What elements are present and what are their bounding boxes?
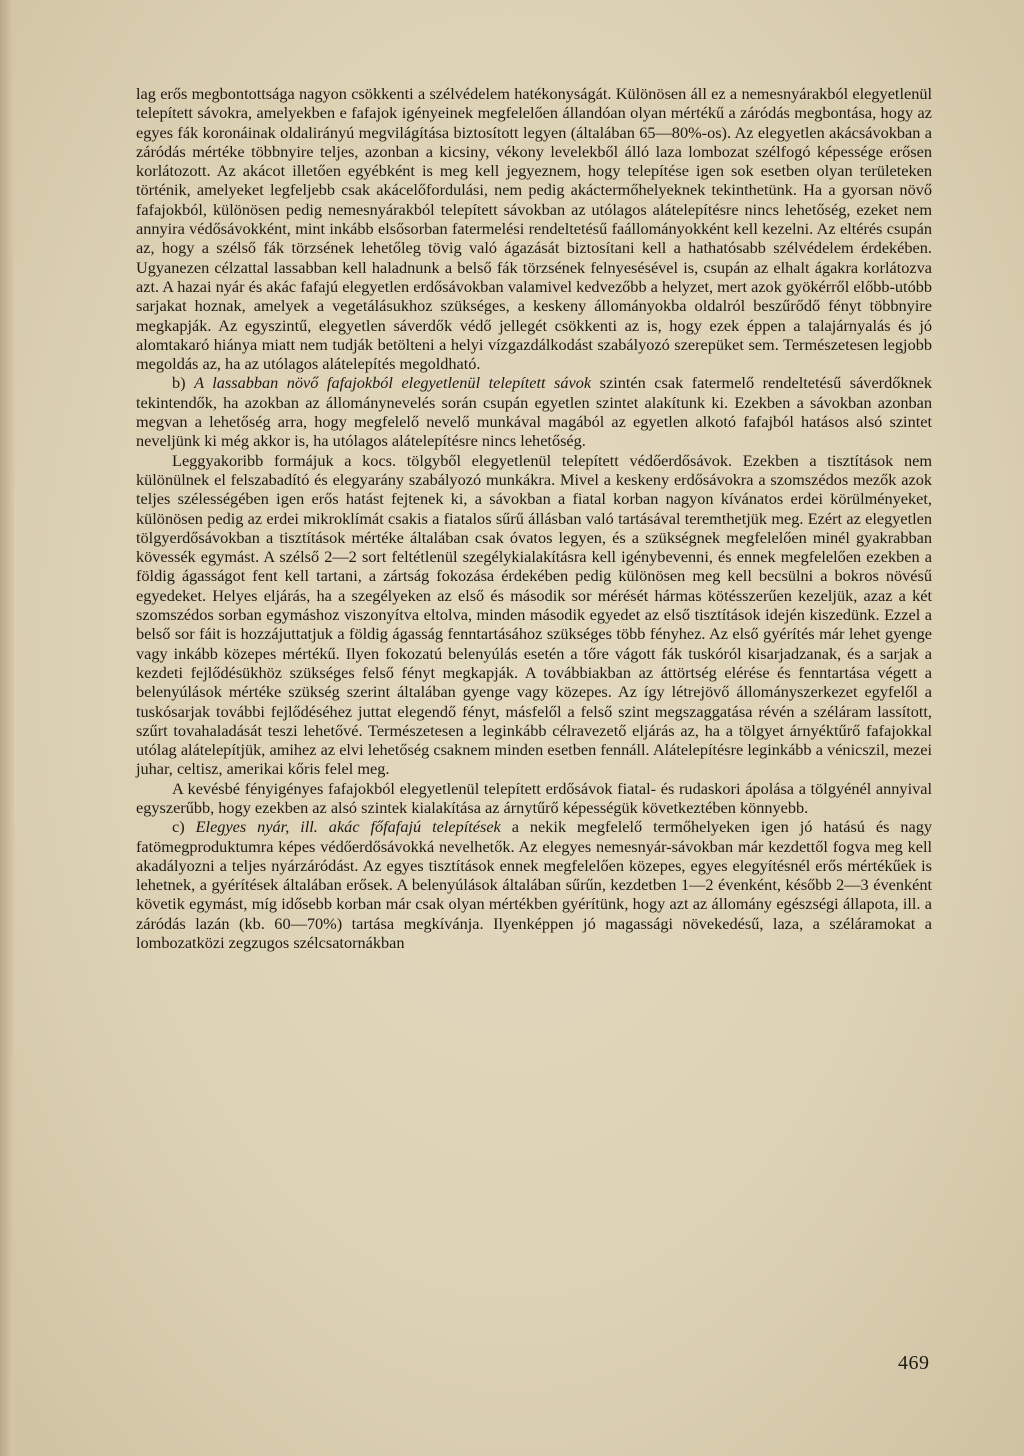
paragraph-c — [136, 817, 932, 952]
item-label: c) — [172, 817, 185, 837]
paragraph-b — [136, 373, 932, 450]
paragraph: A kevésbé fényigényes fafajokból elegyetlenül telepített erdősávok fiatal- és rudaskori ápolása a tölgyénél annyival egyszerűbb, hogy ezekben az alsó szintek kialakítása az árnytűrő képességük következtében könnyebb. — [136, 778, 932, 817]
paragraph: lag erős megbontottsága nagyon csökkenti a szélvédelem hatékonyságát. Különösen áll ez a nemesnyárakból elegyetlenül telepített sávokra, amelyekben e fafajok igényeinek megfelelően állandóan olyan mértékű a záródás megbontása, hogy az egyes fák koronáinak oldalirányú megvilágítása biztosított legyen (általában 65—80%-os). Az elegyetlen akácsávokban a záródás mértéke többnyire teljes, azonban a kicsiny, vékony levelekből álló laza lombozat szélfogó képessége erősen korlátozott. Az akácot illetően egyébként is meg kell jegyeznem, hogy telepítése igen sok esetben olyan területeken történik, amelyeket legfeljebb csak akácelőfordulási, nem pedig akáctermőhelyeknek tekinthetünk. Ha a gyorsan növő fafajokból, különösen pedig nemesnyárakból telepített sávokban az utólagos alátelepítésre nincs lehetőség, ezeket nem annyira védősávokként, mint inkább elsősorban fatermelési rendeltetésű faállományokként kell kezelni. Az eltérés csupán az, hogy a szélső fák törzsének lehetőleg tövig való ágazását biztosítani kell a hathatósabb szélvédelem érdekében. Ugyanezen célzattal lassabban kell haladnunk a belső fák törzsének felnyesésével is, csupán az elhalt ágakra korlátozva azt. A hazai nyár és akác fafajú elegyetlen erdősávokban valamivel kedvezőbb a helyzet, mert azok gyökérről előbb-utóbb sarjakat hoznak, amelyek a vegetálásukhoz szükséges, a keskeny állományokba oldalról beszűrődő fényt többnyire megkapják. Az egyszintű, elegyetlen sáverdők védő jellegét csökkenti az is, hogy ezek éppen a talajárnyalás és jó alomtakaró hiánya miatt nem tudják betölteni a helyi vízgazdálkodást szabályozó szerepüket sem. Természetesen legjobb megoldás az, ha az utólagos alátelepítés megoldható. — [136, 84, 932, 374]
paragraph-text: szintén csak fatermelő rendeltetésű sáverdőknek tekintendők, ha azokban az állománynevelés során csupán egyetlen szintet alakítunk ki. Ezekben a sávokban azonban megvan a lehetőség arra, hogy megfelelő nevelő munkával magából az egyetlen alkotó fafajból hatásos alsó szintet neveljünk ki még akkor is, ha utólagos alátelepítésre nincs lehetőség. — [136, 373, 933, 451]
paragraph-text: a nekik megfelelő termőhelyeken igen jó hatású és nagy fatömegproduktumra képes védőerdősávokká nevelhetők. Az elegyes nemesnyár-sávokban már kezdettől fogva meg kell akadályozni a teljes nyárzáródást. Az egyes tisztítások ennek megfelelően közepes, egyes elegyítésnél erős mértékűek is lehetnek, a gyérítések általában erősek. A belenyúlások általában sűrűn, kezdetben 1—2 évenként, később 2—3 évenként követik egymást, míg idősebb korban már csak olyan mértékben gyérítünk, hogy azt az állomány egészségi állapota, ill. a záródás lazán (kb. 60—70%) tartása megkívánja. Ilyenképpen jó magassági növekedésű, laza, a széláramokat a lombozatközi zegzugos szélcsatornákban — [136, 817, 933, 953]
body-text — [136, 84, 932, 952]
item-title: A lassabban növő fafajokból elegyetlenül telepített sávok — [194, 373, 592, 393]
paragraph: Leggyakoribb formájuk a kocs. tölgyből elegyetlenül telepített védőerdősávok. Ezekben a tisztítások nem különülnek el felszabadító és elegyarány szabályozó munkákra. Mivel a keskeny erdősávokra a szomszédos mezők azok teljes szélességében igen erős hatást fejtenek ki, a sávokban a fiatal korban nagyon kívánatos erdei körülményeket, különösen pedig az erdei mikroklímát csakis a fiatalos sűrű állásban való tartásával teremthetjük meg. Ezért az elegyetlen tölgyerdősávokban a tisztítások mértéke általában csak óvatos legyen, és a szükségnek megfelelően minél gyakrabban kövessék egymást. A szélső 2—2 sort feltétlenül szegélykialakításra kell igénybevenni, és ennek megfelelően ezekben a földig ágasságot fent kell tartani, a zártság fokozása érdekében pedig különösen meg kell becsülni a bokros növésű egyedeket. Helyes eljárás, ha a szegélyeken az első és második sor mérését hármas kötésszerűen kezeljük, azaz a két szomszédos sorban egymáshoz viszonyítva eltolva, minden második egyedet az első tisztítások idején kiszedünk. Ezzel a belső sor fáit is hozzájuttatjuk a földig ágasság fenntartásához szükséges több fényhez. Az első gyérítés már lehet gyenge vagy inkább közepes mértékű. Ilyen fokozatú belenyúlás esetén a tőre vágott fák tuskóról kisarjadzanak, és a sarjak a kezdeti fejlődésükhöz szükséges felső fényt megkapják. A továbbiakban az áttörtség elérése és fenntartása végett a belenyúlások mértéke szükség szerint általában gyenge vagy közepes. Az így létrejövő állományszerkezet egyfelől a tuskósarjak további fejlődéséhez juttat elegendő fényt, másfelől a felső szint megszaggatása révén a széláram lassított, szűrt tovahaladását teszi lehetővé. Természetesen a leginkább célravezető eljárás az, ha a tölgyet árnyéktűrő fafajokkal utólag alátelepítjük, amihez az elvi lehetőség csaknem minden esetben fennáll. Alátelepítésre leginkább a vénicszil, mezei juhar, celtisz, amerikai kőris felel meg. — [136, 450, 932, 779]
item-label: b) — [172, 373, 186, 393]
page-edge-shadow — [0, 0, 14, 1456]
page-number: 469 — [898, 1352, 930, 1374]
item-title: Elegyes nyár, ill. akác főfafajú telepítések — [195, 817, 501, 837]
